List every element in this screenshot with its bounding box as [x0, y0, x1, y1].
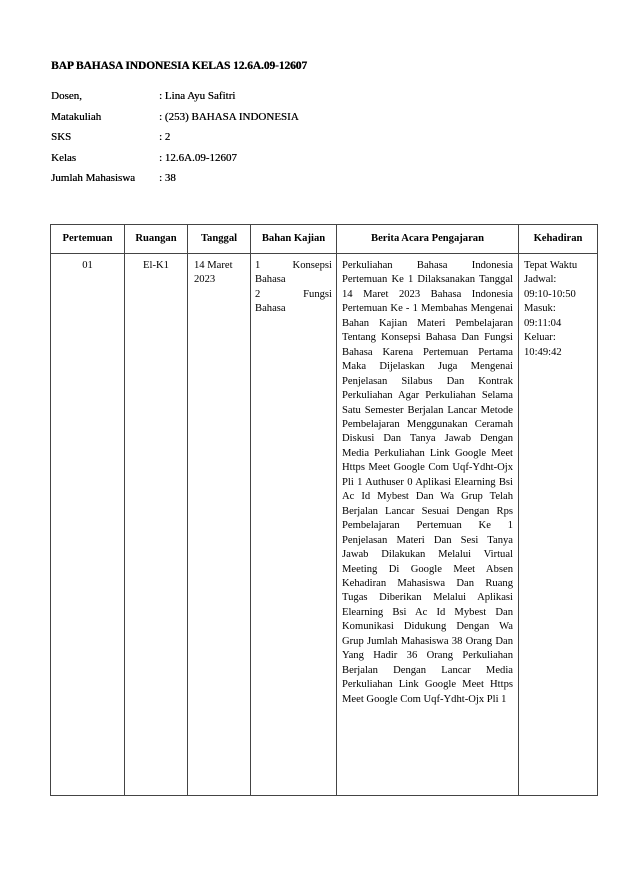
- header-ruangan: Ruangan: [125, 225, 188, 254]
- header-kehadiran: Kehadiran: [519, 225, 598, 254]
- cell-pertemuan: 01: [51, 254, 125, 796]
- kehadiran-line: 09:10-10:50: [524, 288, 576, 300]
- info-value: : 2: [159, 131, 171, 143]
- info-label: Dosen,: [51, 90, 82, 102]
- document-title: BAP BAHASA INDONESIA KELAS 12.6A.09-12607: [51, 60, 307, 72]
- kehadiran-line: Jadwal:: [524, 274, 557, 286]
- table-row: [51, 254, 598, 796]
- bahan-line: 1 Konsepsi: [255, 260, 332, 271]
- kehadiran-line: 09:11:04: [524, 317, 562, 329]
- header-bahan-kajian: Bahan Kajian: [251, 225, 337, 254]
- bap-table: [50, 224, 598, 796]
- cell-kehadiran: [519, 254, 598, 796]
- table-header-row: [51, 225, 598, 254]
- info-value: : 38: [159, 172, 176, 184]
- kehadiran-status: Tepat Waktu: [524, 260, 578, 271]
- kehadiran-line: 10:49:42: [524, 346, 562, 358]
- info-label: Matakuliah: [51, 110, 102, 123]
- info-label: Kelas: [51, 151, 77, 164]
- bahan-line: Bahasa: [255, 274, 286, 286]
- cell-bahan-kajian: [251, 254, 337, 796]
- bahan-line: 2 Fungsi: [255, 288, 332, 300]
- bahan-line: Bahasa: [255, 303, 286, 315]
- cell-tanggal: 14 Maret 2023: [188, 254, 251, 796]
- header-pertemuan: Pertemuan: [51, 225, 125, 254]
- cell-berita-acara: Perkuliahan Bahasa Indonesia Pertemuan Ke 1 Dilaksanakan Tanggal 14 Maret 2023 Bahasa Indonesia Pertemuan Ke - 1 Membahas Mengenai Bahan Kajian Materi Pembelajaran Tentang Konsepsi Bahasa Dan Fungsi Bahasa Karena Pertemuan Pertama Maka Dijelaskan Juga Mengenai Penjelasan Silabus Dan Kontrak Perkuliahan Agar Perkuliahan Selama Satu Semester Berjalan Lancar Metode Pembelajaran Menggunakan Ceramah Diskusi Dan Tanya Jawab Dengan Media Perkuliahan Link Google Meet Https Meet Google Com Uqf-Ydht-Ojx Pli 1 Authuser 0 Aplikasi Elearning Bsi Ac Id Mybest Dan Wa Grup Telah Berjalan Lancar Sesuai Dengan Rps Pembelajaran Pertemuan Ke 1 Penjelasan Materi Dan Sesi Tanya Jawab Dilakukan Melalui Virtual Meeting Di Google Meet Absen Kehadiran Mahasiswa Dan Ruang Tugas Diberikan Melalui Aplikasi Elearning Bsi Ac Id Mybest Dan Komunikasi Didukung Dengan Wa Grup Jumlah Mahasiswa 38 Orang Dan Yang Hadir 36 Orang Perkuliahan Berjalan Dengan Lancar Media Perkuliahan Link Google Meet Https Meet Google Com Uqf-Ydht-Ojx Pli 1: [337, 254, 519, 796]
- info-value: : 12.6A.09-12607: [159, 151, 237, 164]
- info-value: : (253) BAHASA INDONESIA: [159, 110, 299, 123]
- info-label: Jumlah Mahasiswa: [51, 172, 136, 184]
- info-value: : Lina Ayu Safitri: [159, 90, 236, 102]
- header-tanggal: Tanggal: [188, 225, 251, 254]
- cell-ruangan: El-K1: [125, 254, 188, 796]
- info-label: SKS: [51, 131, 72, 143]
- kehadiran-line: Keluar:: [524, 332, 556, 344]
- header-berita-acara: Berita Acara Pengajaran: [337, 225, 519, 254]
- kehadiran-line: Masuk:: [524, 303, 556, 315]
